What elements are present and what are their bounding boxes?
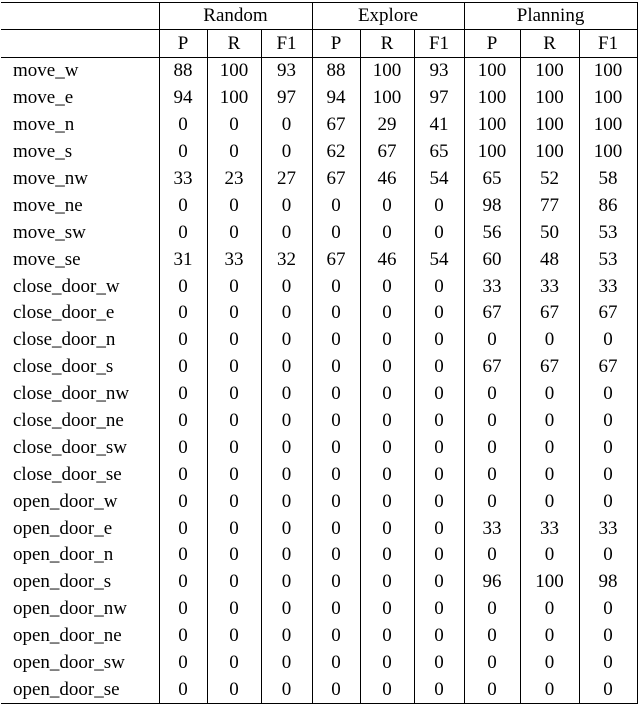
value-cell: 54 [414, 246, 464, 273]
value-cell: 98 [579, 569, 637, 596]
value-cell: 0 [207, 408, 261, 435]
value-cell: 0 [464, 542, 520, 569]
value-cell: 0 [360, 327, 414, 354]
value-cell: 0 [159, 569, 207, 596]
table-row [1, 85, 637, 112]
table-row [1, 623, 637, 650]
value-cell: 0 [261, 327, 312, 354]
table-row [1, 192, 637, 219]
row-label: open_door_sw [1, 650, 159, 677]
row-label: move_sw [1, 219, 159, 246]
value-cell: 93 [261, 58, 312, 85]
value-cell: 0 [464, 596, 520, 623]
table-row [1, 327, 637, 354]
value-cell: 0 [159, 515, 207, 542]
value-cell: 0 [159, 596, 207, 623]
value-cell: 53 [579, 246, 637, 273]
value-cell: 0 [261, 569, 312, 596]
value-cell: 33 [520, 273, 579, 300]
group-header-planning: Planning [464, 3, 637, 30]
value-cell: 0 [579, 327, 637, 354]
value-cell: 0 [207, 354, 261, 381]
table-row [1, 381, 637, 408]
value-cell: 0 [414, 219, 464, 246]
value-cell: 0 [579, 381, 637, 408]
value-cell: 0 [312, 596, 360, 623]
value-cell: 0 [261, 192, 312, 219]
value-cell: 100 [207, 58, 261, 85]
value-cell: 67 [520, 354, 579, 381]
value-cell: 0 [464, 381, 520, 408]
row-label: move_ne [1, 192, 159, 219]
metric-header-explore-r: R [360, 30, 414, 58]
value-cell: 0 [520, 676, 579, 703]
value-cell: 0 [579, 488, 637, 515]
value-cell: 0 [159, 300, 207, 327]
table-row [1, 488, 637, 515]
value-cell: 97 [414, 85, 464, 112]
value-cell: 0 [159, 488, 207, 515]
value-cell: 67 [312, 246, 360, 273]
table-row [1, 273, 637, 300]
table-row [1, 58, 637, 85]
value-cell: 98 [464, 192, 520, 219]
metric-header-random-f1: F1 [261, 30, 312, 58]
value-cell: 100 [579, 58, 637, 85]
value-cell: 0 [261, 676, 312, 703]
value-cell: 0 [464, 623, 520, 650]
value-cell: 0 [207, 569, 261, 596]
value-cell: 0 [261, 461, 312, 488]
value-cell: 0 [414, 515, 464, 542]
value-cell: 0 [312, 542, 360, 569]
value-cell: 0 [579, 676, 637, 703]
value-cell: 0 [464, 488, 520, 515]
value-cell: 0 [261, 381, 312, 408]
value-cell: 0 [312, 488, 360, 515]
value-cell: 0 [360, 596, 414, 623]
value-cell: 0 [312, 515, 360, 542]
value-cell: 100 [579, 112, 637, 139]
value-cell: 0 [261, 219, 312, 246]
table-row [1, 569, 637, 596]
metric-header-planning-r: R [520, 30, 579, 58]
value-cell: 0 [207, 192, 261, 219]
value-cell: 88 [159, 58, 207, 85]
row-label: close_door_sw [1, 434, 159, 461]
value-cell: 0 [207, 676, 261, 703]
table-row [1, 408, 637, 435]
value-cell: 33 [159, 166, 207, 193]
value-cell: 67 [464, 354, 520, 381]
value-cell: 94 [312, 85, 360, 112]
group-header-explore: Explore [312, 3, 464, 30]
value-cell: 0 [312, 434, 360, 461]
value-cell: 0 [360, 515, 414, 542]
value-cell: 0 [261, 650, 312, 677]
value-cell: 0 [414, 434, 464, 461]
value-cell: 0 [414, 192, 464, 219]
value-cell: 62 [312, 139, 360, 166]
value-cell: 52 [520, 166, 579, 193]
corner-cell [1, 3, 159, 30]
value-cell: 0 [579, 461, 637, 488]
value-cell: 0 [159, 219, 207, 246]
value-cell: 67 [312, 166, 360, 193]
value-cell: 0 [207, 219, 261, 246]
value-cell: 0 [159, 461, 207, 488]
value-cell: 0 [207, 327, 261, 354]
value-cell: 0 [360, 569, 414, 596]
value-cell: 33 [207, 246, 261, 273]
row-label: open_door_se [1, 676, 159, 703]
value-cell: 0 [159, 354, 207, 381]
value-cell: 0 [261, 408, 312, 435]
value-cell: 0 [360, 300, 414, 327]
value-cell: 0 [579, 596, 637, 623]
value-cell: 0 [261, 139, 312, 166]
value-cell: 0 [520, 596, 579, 623]
value-cell: 23 [207, 166, 261, 193]
value-cell: 0 [520, 623, 579, 650]
value-cell: 0 [414, 300, 464, 327]
value-cell: 0 [312, 676, 360, 703]
corner-cell-2 [1, 30, 159, 58]
value-cell: 33 [579, 273, 637, 300]
value-cell: 0 [360, 623, 414, 650]
value-cell: 0 [414, 569, 464, 596]
value-cell: 0 [261, 623, 312, 650]
value-cell: 0 [159, 112, 207, 139]
row-label: move_nw [1, 166, 159, 193]
value-cell: 0 [360, 354, 414, 381]
group-header-row [1, 3, 637, 30]
value-cell: 0 [414, 461, 464, 488]
value-cell: 0 [261, 300, 312, 327]
value-cell: 0 [414, 650, 464, 677]
metric-header-random-p: P [159, 30, 207, 58]
value-cell: 0 [414, 354, 464, 381]
value-cell: 65 [414, 139, 464, 166]
row-label: open_door_s [1, 569, 159, 596]
row-label: close_door_ne [1, 408, 159, 435]
value-cell: 0 [579, 434, 637, 461]
value-cell: 0 [520, 327, 579, 354]
value-cell: 0 [159, 434, 207, 461]
value-cell: 0 [579, 408, 637, 435]
value-cell: 0 [414, 327, 464, 354]
table-row [1, 676, 637, 703]
value-cell: 100 [520, 112, 579, 139]
value-cell: 0 [261, 542, 312, 569]
value-cell: 0 [464, 650, 520, 677]
value-cell: 0 [159, 139, 207, 166]
value-cell: 97 [261, 85, 312, 112]
value-cell: 0 [520, 461, 579, 488]
results-table [1, 2, 638, 704]
row-label: move_e [1, 85, 159, 112]
value-cell: 0 [261, 434, 312, 461]
value-cell: 100 [464, 85, 520, 112]
table-row [1, 515, 637, 542]
value-cell: 100 [520, 85, 579, 112]
value-cell: 0 [520, 650, 579, 677]
table-row [1, 112, 637, 139]
value-cell: 0 [207, 596, 261, 623]
value-cell: 100 [464, 58, 520, 85]
value-cell: 60 [464, 246, 520, 273]
value-cell: 0 [261, 112, 312, 139]
table-row [1, 246, 637, 273]
metric-header-explore-f1: F1 [414, 30, 464, 58]
value-cell: 0 [207, 300, 261, 327]
value-cell: 94 [159, 85, 207, 112]
value-cell: 0 [207, 488, 261, 515]
value-cell: 0 [312, 354, 360, 381]
value-cell: 100 [520, 58, 579, 85]
value-cell: 0 [414, 542, 464, 569]
value-cell: 0 [261, 354, 312, 381]
value-cell: 100 [579, 139, 637, 166]
value-cell: 0 [159, 650, 207, 677]
value-cell: 0 [579, 623, 637, 650]
value-cell: 100 [464, 139, 520, 166]
value-cell: 50 [520, 219, 579, 246]
table-body [1, 58, 637, 704]
value-cell: 100 [520, 139, 579, 166]
row-label: open_door_n [1, 542, 159, 569]
value-cell: 0 [464, 408, 520, 435]
row-label: close_door_se [1, 461, 159, 488]
metric-header-explore-p: P [312, 30, 360, 58]
value-cell: 0 [159, 381, 207, 408]
value-cell: 0 [520, 488, 579, 515]
row-label: open_door_ne [1, 623, 159, 650]
value-cell: 0 [360, 192, 414, 219]
value-cell: 0 [312, 192, 360, 219]
value-cell: 0 [159, 327, 207, 354]
row-label: close_door_nw [1, 381, 159, 408]
value-cell: 0 [414, 596, 464, 623]
value-cell: 0 [312, 569, 360, 596]
value-cell: 0 [360, 488, 414, 515]
value-cell: 0 [159, 542, 207, 569]
table-row [1, 219, 637, 246]
value-cell: 54 [414, 166, 464, 193]
value-cell: 41 [414, 112, 464, 139]
table-row [1, 461, 637, 488]
value-cell: 33 [579, 515, 637, 542]
value-cell: 0 [261, 273, 312, 300]
value-cell: 67 [360, 139, 414, 166]
value-cell: 0 [207, 139, 261, 166]
row-label: open_door_w [1, 488, 159, 515]
value-cell: 0 [414, 273, 464, 300]
row-label: move_n [1, 112, 159, 139]
value-cell: 0 [261, 596, 312, 623]
value-cell: 0 [207, 112, 261, 139]
group-header-random: Random [159, 3, 312, 30]
value-cell: 46 [360, 246, 414, 273]
value-cell: 96 [464, 569, 520, 596]
value-cell: 0 [520, 434, 579, 461]
value-cell: 0 [207, 542, 261, 569]
value-cell: 100 [579, 85, 637, 112]
value-cell: 0 [464, 327, 520, 354]
value-cell: 67 [520, 300, 579, 327]
row-label: open_door_e [1, 515, 159, 542]
value-cell: 0 [207, 515, 261, 542]
value-cell: 0 [360, 381, 414, 408]
value-cell: 0 [312, 461, 360, 488]
table-row [1, 166, 637, 193]
value-cell: 100 [520, 569, 579, 596]
value-cell: 0 [414, 381, 464, 408]
value-cell: 0 [207, 461, 261, 488]
value-cell: 29 [360, 112, 414, 139]
row-label: move_se [1, 246, 159, 273]
metric-header-random-r: R [207, 30, 261, 58]
value-cell: 0 [159, 623, 207, 650]
value-cell: 31 [159, 246, 207, 273]
table-row [1, 434, 637, 461]
value-cell: 67 [312, 112, 360, 139]
value-cell: 0 [360, 650, 414, 677]
metric-header-planning-p: P [464, 30, 520, 58]
value-cell: 0 [159, 192, 207, 219]
table-row [1, 542, 637, 569]
value-cell: 0 [360, 273, 414, 300]
value-cell: 32 [261, 246, 312, 273]
value-cell: 0 [207, 381, 261, 408]
value-cell: 65 [464, 166, 520, 193]
value-cell: 0 [360, 434, 414, 461]
value-cell: 0 [464, 676, 520, 703]
value-cell: 100 [464, 112, 520, 139]
value-cell: 86 [579, 192, 637, 219]
value-cell: 0 [312, 273, 360, 300]
value-cell: 67 [579, 300, 637, 327]
value-cell: 53 [579, 219, 637, 246]
value-cell: 0 [159, 676, 207, 703]
value-cell: 0 [360, 542, 414, 569]
value-cell: 77 [520, 192, 579, 219]
value-cell: 0 [360, 219, 414, 246]
row-label: move_w [1, 58, 159, 85]
value-cell: 0 [261, 515, 312, 542]
value-cell: 0 [520, 381, 579, 408]
value-cell: 0 [207, 650, 261, 677]
table-row [1, 139, 637, 166]
value-cell: 67 [579, 354, 637, 381]
value-cell: 100 [207, 85, 261, 112]
metric-header-row [1, 30, 637, 58]
value-cell: 0 [261, 488, 312, 515]
value-cell: 56 [464, 219, 520, 246]
value-cell: 48 [520, 246, 579, 273]
value-cell: 0 [312, 219, 360, 246]
row-label: move_s [1, 139, 159, 166]
value-cell: 0 [159, 408, 207, 435]
value-cell: 0 [579, 650, 637, 677]
value-cell: 0 [312, 300, 360, 327]
value-cell: 93 [414, 58, 464, 85]
value-cell: 0 [414, 488, 464, 515]
value-cell: 67 [464, 300, 520, 327]
table-row [1, 650, 637, 677]
value-cell: 58 [579, 166, 637, 193]
value-cell: 33 [520, 515, 579, 542]
value-cell: 0 [207, 623, 261, 650]
value-cell: 100 [360, 85, 414, 112]
value-cell: 0 [312, 408, 360, 435]
table-row [1, 354, 637, 381]
value-cell: 0 [520, 408, 579, 435]
value-cell: 0 [414, 676, 464, 703]
table-row [1, 300, 637, 327]
value-cell: 33 [464, 515, 520, 542]
value-cell: 0 [312, 623, 360, 650]
value-cell: 0 [464, 461, 520, 488]
table-row [1, 596, 637, 623]
value-cell: 0 [312, 650, 360, 677]
row-label: close_door_e [1, 300, 159, 327]
value-cell: 0 [464, 434, 520, 461]
value-cell: 0 [207, 273, 261, 300]
value-cell: 0 [312, 327, 360, 354]
row-label: open_door_nw [1, 596, 159, 623]
value-cell: 46 [360, 166, 414, 193]
value-cell: 0 [414, 408, 464, 435]
value-cell: 0 [312, 381, 360, 408]
value-cell: 0 [360, 676, 414, 703]
value-cell: 0 [159, 273, 207, 300]
value-cell: 0 [360, 461, 414, 488]
value-cell: 0 [414, 623, 464, 650]
value-cell: 27 [261, 166, 312, 193]
row-label: close_door_s [1, 354, 159, 381]
row-label: close_door_n [1, 327, 159, 354]
value-cell: 0 [520, 542, 579, 569]
value-cell: 100 [360, 58, 414, 85]
value-cell: 33 [464, 273, 520, 300]
value-cell: 88 [312, 58, 360, 85]
value-cell: 0 [360, 408, 414, 435]
row-label: close_door_w [1, 273, 159, 300]
metric-header-planning-f1: F1 [579, 30, 637, 58]
value-cell: 0 [207, 434, 261, 461]
value-cell: 0 [579, 542, 637, 569]
